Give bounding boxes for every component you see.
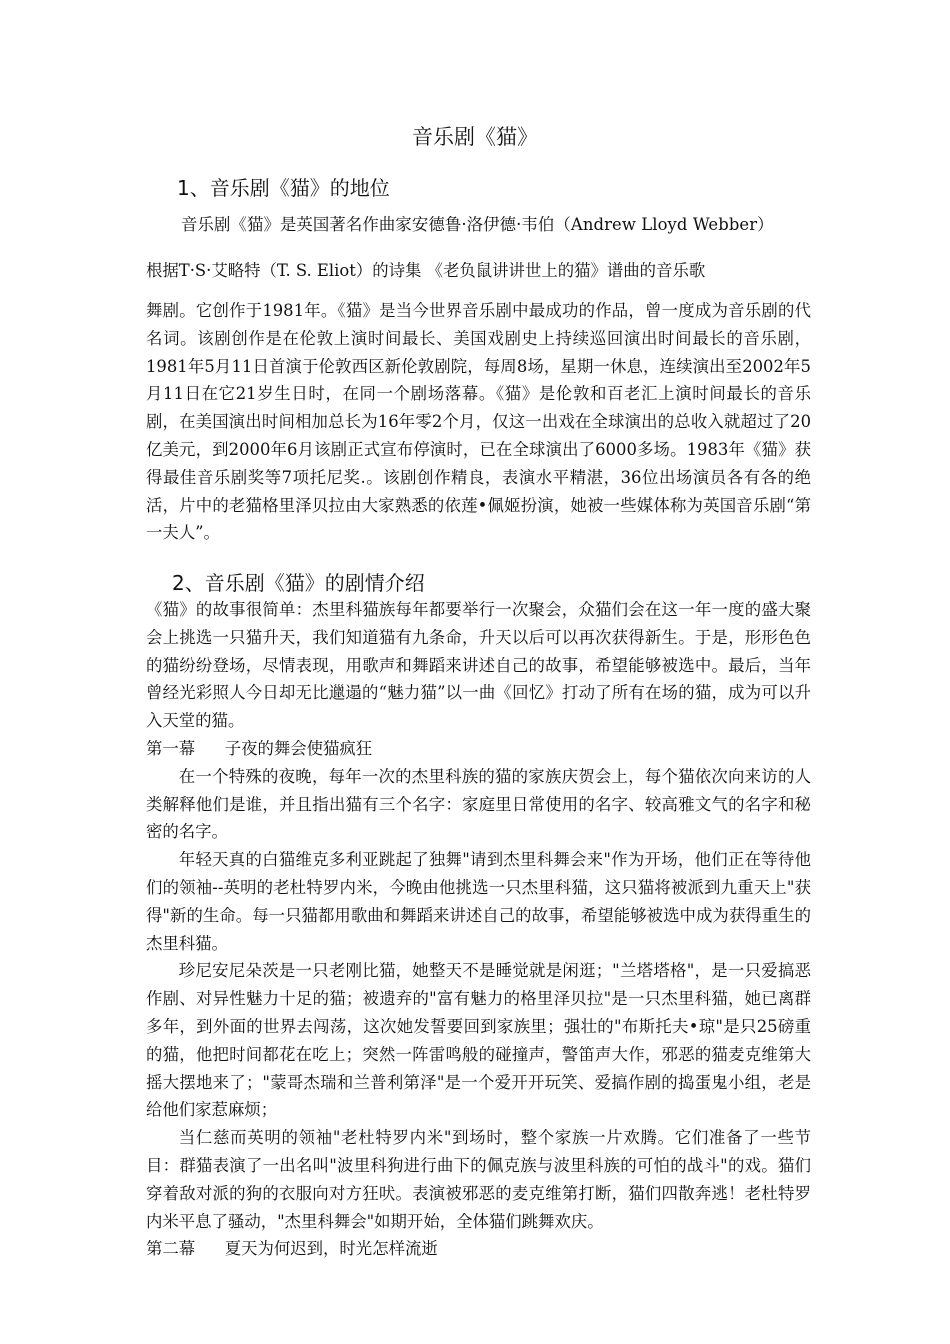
section-heading-plot: 2、音乐剧《猫》的剧情介绍 [172,571,425,595]
section-heading-status: 1、音乐剧《猫》的地位 [177,176,390,200]
plot-intro-paragraph: 《猫》的故事很简单：杰里科猫族每年都要举行一次聚会，众猫们会在这一年一度的盛大聚会上挑选一只猫升天，我们知道猫有九条命，升天以后可以再次获得新生。于是，形形色色的猫纷纷登场，尽情表现，用歌声和舞蹈来讲述自己的故事，希望能够被选中。最后，当年曾经光彩照人今日却无比邋遢的“魅力猫”以一曲《回忆》打动了所有在场的猫，成为可以升入天堂的猫。 [146,600,811,731]
act1-paragraph-2: 年轻天真的白猫维克多利亚跳起了独舞"请到杰里科舞会来"作为开场，他们正在等待他们的领袖--英明的老杜特罗内米，今晚由他挑选一只杰里科猫，这只猫将被派到九重天上"获得"新的生命。每一只猫都用歌曲和舞蹈来讲述自己的故事，希望能够被选中成为获得重生的杰里科猫。 [146,850,811,953]
act2-subtitle: 夏天为何迟到，时光怎样流逝 [224,1239,438,1259]
act1-subtitle: 子夜的舞会使猫疯狂 [224,738,373,758]
page-title: 音乐剧《猫》 [412,125,538,149]
act2-label: 第二幕 [146,1239,196,1259]
act1-label: 第一幕 [146,738,196,758]
section1-line-2: 根据T·S·艾略特（T. S. Eliot）的诗集 《老负鼠讲讲世上的猫》谱曲的音乐歌 [146,261,706,280]
section2-body [146,596,811,1263]
section1-line-1: 音乐剧《猫》是英国著名作曲家安德鲁·洛伊德·韦伯（Andrew Lloyd Webber） [181,215,774,234]
act1-paragraph-1: 在一个特殊的夜晚，每年一次的杰里科族的猫的家族庆贺会上，每个猫依次向来访的人类解释他们是谁，并且指出猫有三个名字：家庭里日常使用的名字、较高雅文气的名字和秘密的名字。 [146,766,811,842]
act2-heading [146,1235,811,1263]
section1-body [146,297,811,547]
act1-heading [146,735,811,763]
section1-paragraph: 舞剧。它创作于1981年。《猫》是当今世界音乐剧中最成功的作品，曾一度成为音乐剧的代名词。该剧创作是在伦敦上演时间最长、美国戏剧史上持续巡回演出时间最长的音乐剧，1981年5月11日首演于伦敦西区新伦敦剧院，每周8场，星期一休息，连续演出至2002年5月11日在它21岁生日时，在同一个剧场落幕。《猫》是伦敦和百老汇上演时间最长的音乐剧，在美国演出时间相加总长为16年零2个月，仅这一出戏在全球演出的总收入就超过了20亿美元，到2000年6月该剧正式宣布停演时，已在全球演出了6000多场。1983年《猫》获得最佳音乐剧奖等7项托尼奖.。该剧创作精良，表演水平精湛，36位出场演员各有各的绝活，片中的老猫格里泽贝拉由大家熟悉的依莲•佩姬扮演，她被一些媒体称为英国音乐剧“第一夫人”。 [146,301,811,543]
act1-paragraph-4: 当仁慈而英明的领袖"老杜特罗内米"到场时，整个家族一片欢腾。它们准备了一些节目：群猫表演了一出名叫"波里科狗进行曲下的佩克族与波里科族的可怕的战斗"的戏。猫们穿着敌对派的狗的衣服向对方狂吠。表演被邪恶的麦克维第打断，猫们四散奔逃！老杜特罗内米平息了骚动，"杰里科舞会"如期开始，全体猫们跳舞欢庆。 [146,1128,811,1231]
act1-paragraph-3: 珍尼安尼朵茨是一只老刚比猫，她整天不是睡觉就是闲逛；"兰塔塔格"，是一只爱搞恶作剧、对异性魅力十足的猫；被遗弃的"富有魅力的格里泽贝拉"是一只杰里科猫，她已离群多年，到外面的世界去闯荡，这次她发誓要回到家族里；强壮的"布斯托夫•琼"是只25磅重的猫，他把时间都花在吃上；突然一阵雷鸣般的碰撞声，警笛声大作，邪恶的猫麦克维第大摇大摆地来了；"蒙哥杰瑞和兰普利第泽"是一个爱开开玩笑、爱搞作剧的捣蛋鬼小组，老是给他们家惹麻烦； [146,961,811,1120]
